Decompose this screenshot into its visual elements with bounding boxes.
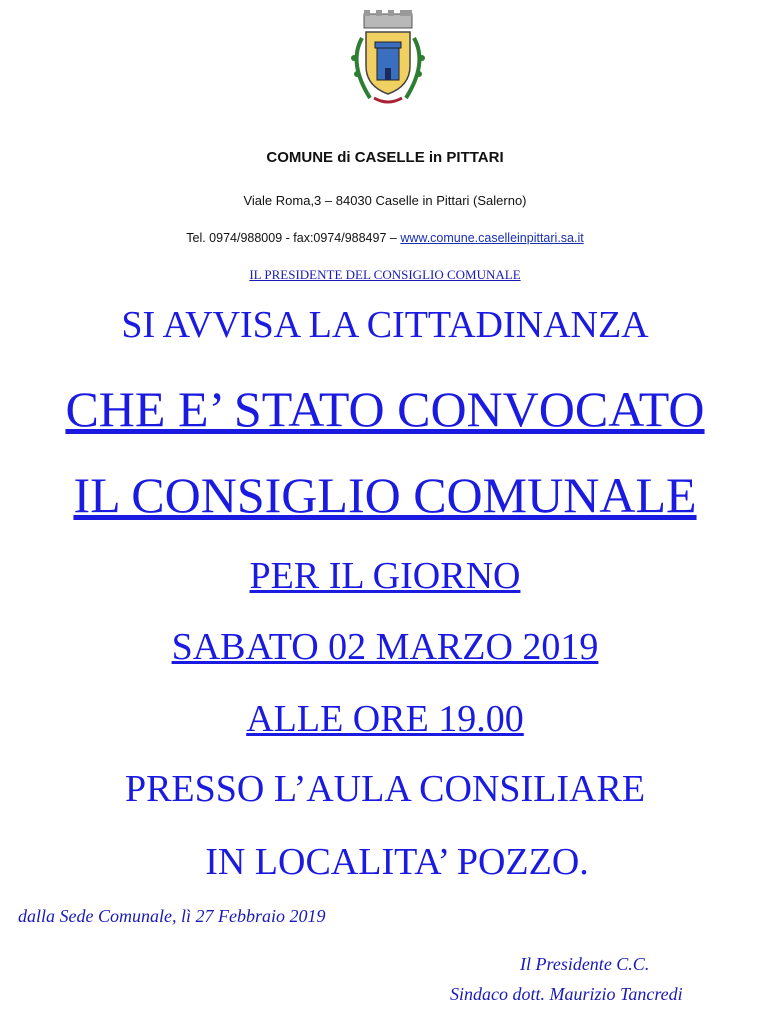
website-link[interactable]: www.comune.caselleinpittari.sa.it [400, 231, 584, 245]
meeting-location: IN LOCALITA’ POZZO. [205, 841, 589, 883]
issuer-title: IL PRESIDENTE DEL CONSIGLIO COMUNALE [249, 267, 521, 282]
notice-line-3: IL CONSIGLIO COMUNALE [73, 467, 697, 523]
meeting-place: PRESSO L’AULA CONSILIARE [124, 768, 646, 810]
phone-fax: Tel. 0974/988009 - fax:0974/988497 – [186, 231, 401, 245]
meeting-date: SABATO 02 MARZO 2019 [171, 626, 599, 668]
municipality-name: COMUNE di CASELLE in PITTARI [266, 149, 504, 166]
coat-of-arms-icon [340, 8, 436, 108]
notice-line-2: CHE E’ STATO CONVOCATO [65, 381, 705, 437]
municipality-address: Viale Roma,3 – 84030 Caselle in Pittari (Salerno) [243, 193, 527, 208]
signature-name: Sindaco dott. Maurizio Tancredi [450, 984, 683, 1004]
contact-info [0, 231, 770, 245]
place-and-date: dalla Sede Comunale, lì 27 Febbraio 2019 [18, 906, 326, 926]
notice-line-1: SI AVVISA LA CITTADINANZA [121, 304, 649, 346]
notice-line-4: PER IL GIORNO [249, 555, 521, 597]
signature-role: Il Presidente C.C. [520, 954, 650, 974]
meeting-time: ALLE ORE 19.00 [246, 698, 524, 740]
